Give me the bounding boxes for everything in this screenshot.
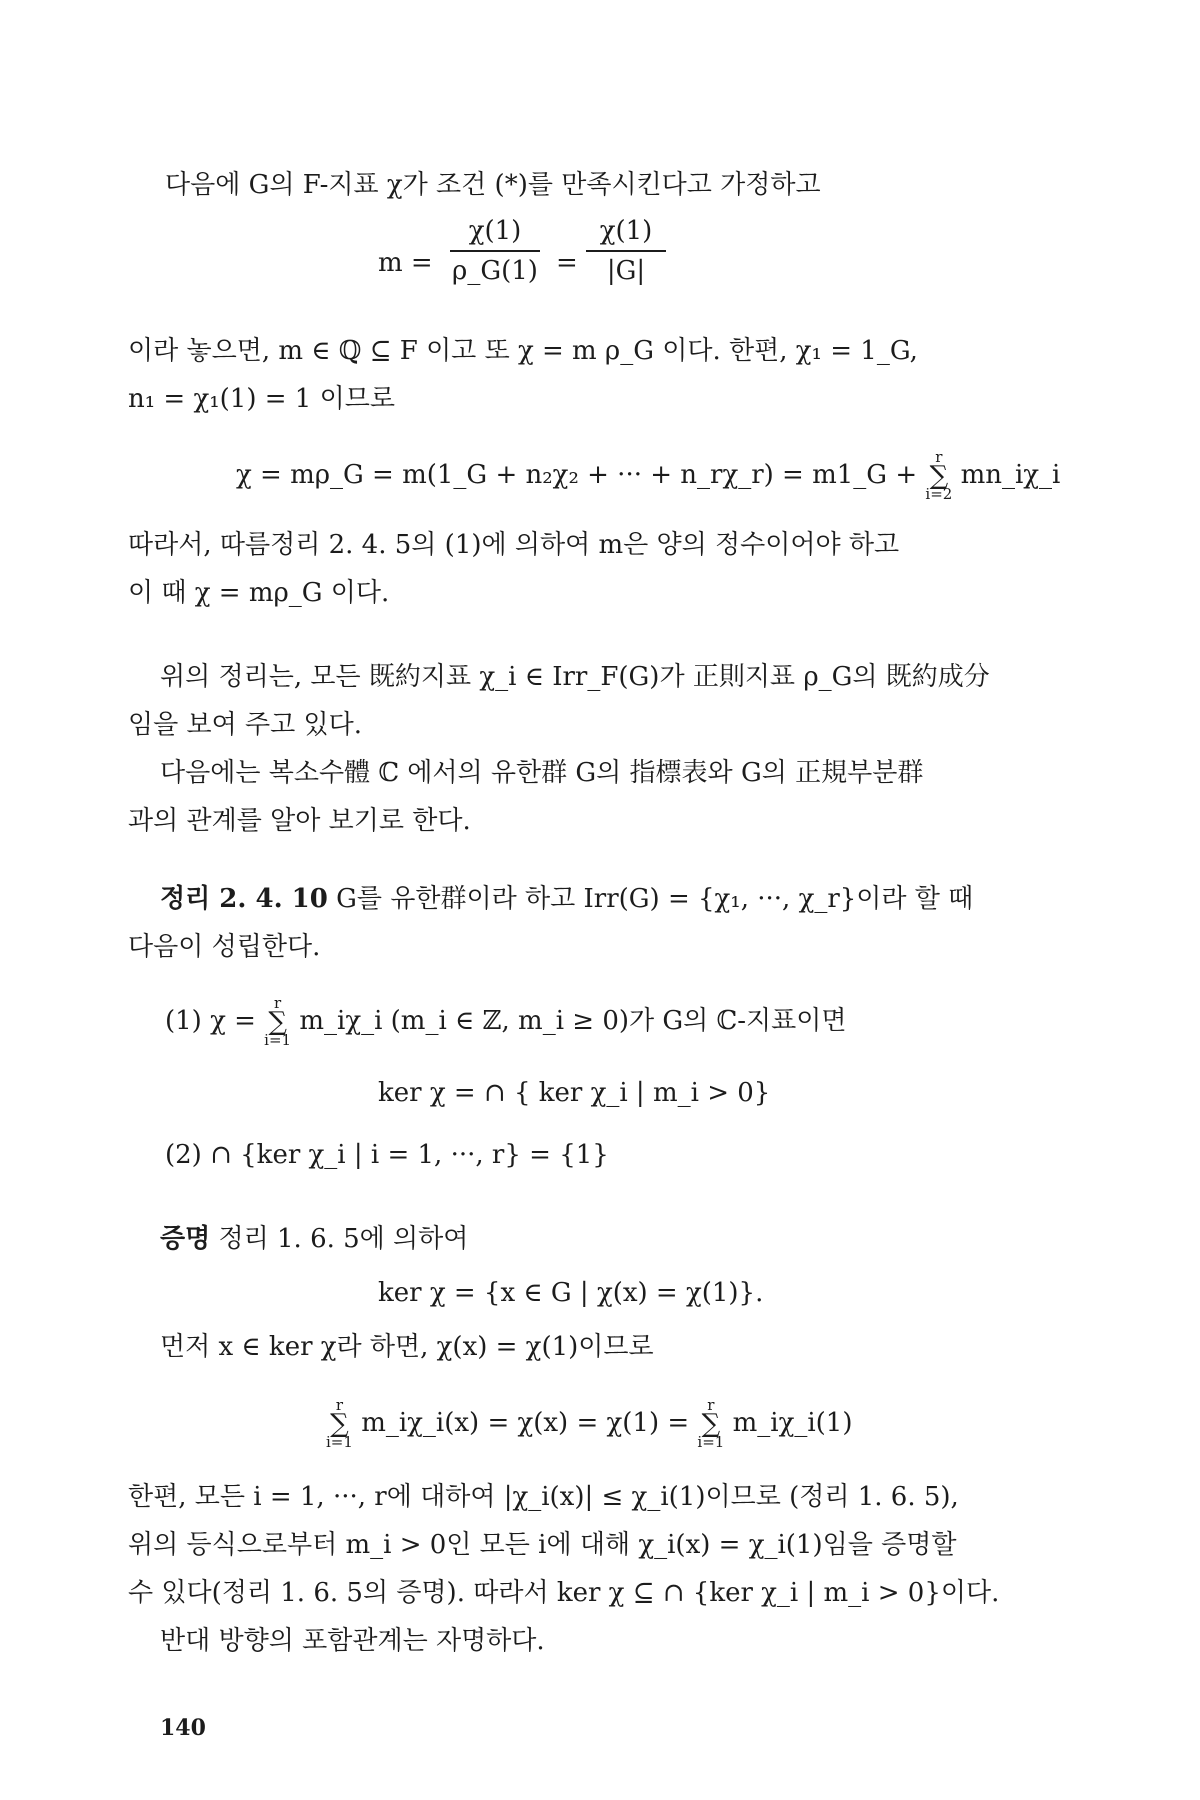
sum-upper-limit: r bbox=[935, 448, 943, 466]
equals-sign: = bbox=[556, 248, 578, 278]
fraction-numerator: χ(1) bbox=[468, 216, 522, 246]
item-part: (1) χ = bbox=[165, 1006, 256, 1036]
text-line: 반대 방향의 포함관계는 자명하다. bbox=[160, 1626, 545, 1656]
sigma-symbol: ∑ bbox=[701, 1409, 721, 1439]
item-part: m_iχ_i (m_i ∈ ℤ, m_i ≥ 0)가 G의 ℂ-지표이면 bbox=[299, 1006, 847, 1036]
text-line: 따라서, 따름정리 2. 4. 5의 (1)에 의하여 m은 양의 정수이어야 하고 bbox=[128, 530, 900, 560]
text-line: 위의 정리는, 모든 既約지표 χ_i ∈ Irr_F(G)가 正則지표 ρ_G의 既約成分 bbox=[160, 662, 990, 692]
fraction-bar bbox=[450, 250, 540, 252]
summation-sign bbox=[264, 996, 291, 1048]
page-number: 140 bbox=[160, 1715, 206, 1741]
sigma-symbol: ∑ bbox=[330, 1409, 349, 1439]
equation-part: mn_iχ_i bbox=[960, 460, 1061, 490]
text-line: 먼저 x ∈ ker χ라 하면, χ(x) = χ(1)이므로 bbox=[160, 1332, 654, 1362]
fraction-bar bbox=[586, 250, 666, 252]
text-line: n₁ = χ₁(1) = 1 이므로 bbox=[128, 384, 395, 414]
kernel-definition: ker χ = {x ∈ G | χ(x) = χ(1)}. bbox=[378, 1278, 764, 1308]
equation-part: χ = mρ_G = m(1_G + n₂χ₂ + ··· + n_rχ_r) = m1_G + bbox=[236, 460, 918, 490]
proof-start bbox=[160, 1222, 468, 1256]
sum-lower-limit: i=1 bbox=[697, 1433, 725, 1451]
fraction-chi-over-rho bbox=[450, 214, 540, 288]
text-line: 한편, 모든 i = 1, ···, r에 대하여 |χ_i(x)| ≤ χ_i(1)이므로 (정리 1. 6. 5), bbox=[128, 1482, 959, 1512]
text-line: 다음에는 복소수體 ℂ 에서의 유한群 G의 指標表와 G의 正規부분群 bbox=[160, 758, 924, 788]
sum-upper-limit: r bbox=[707, 1396, 715, 1414]
text-line: 위의 등식으로부터 m_i > 0인 모든 i에 대해 χ_i(x) = χ_i(1)임을 증명할 bbox=[128, 1530, 957, 1560]
decomposition-equation bbox=[236, 450, 1060, 502]
sum-lower-limit: i=1 bbox=[326, 1433, 353, 1451]
proof-label: 증명 bbox=[160, 1224, 211, 1254]
sigma-symbol: ∑ bbox=[268, 1007, 287, 1037]
text-line: 수 있다(정리 1. 6. 5의 증명). 따라서 ker χ ⊆ ∩ {ker χ_i | m_i > 0}이다. bbox=[128, 1578, 1000, 1608]
sum-equation bbox=[326, 1398, 852, 1450]
fraction-chi-over-order bbox=[586, 214, 666, 288]
summation-sign bbox=[697, 1398, 724, 1450]
theorem-text: G를 유한群이라 하고 Irr(G) = {χ₁, ···, χ_r}이라 할 때 bbox=[336, 884, 974, 914]
sum-upper-limit: r bbox=[335, 1396, 344, 1414]
text-line: 이라 놓으면, m ∈ ℚ ⊆ F 이고 또 χ = m ρ_G 이다. 한편, χ₁ = 1_G, bbox=[128, 336, 918, 366]
equation-part: m_iχ_i(1) bbox=[732, 1408, 853, 1438]
theorem-item-2: (2) ∩ {ker χ_i | i = 1, ···, r} = {1} bbox=[165, 1140, 609, 1170]
fraction-numerator: χ(1) bbox=[599, 216, 653, 246]
fraction-denominator: |G| bbox=[606, 256, 646, 286]
text-line: 이 때 χ = mρ_G 이다. bbox=[128, 578, 390, 608]
text-line: 임을 보여 주고 있다. bbox=[128, 710, 362, 740]
text-line: 과의 관계를 알아 보기로 한다. bbox=[128, 806, 471, 836]
sigma-symbol: ∑ bbox=[929, 461, 949, 491]
proof-text: 정리 1. 6. 5에 의하여 bbox=[218, 1224, 469, 1254]
sum-lower-limit: i=1 bbox=[264, 1031, 292, 1049]
sum-lower-limit: i=2 bbox=[925, 485, 953, 503]
kernel-equation: ker χ = ∩ { ker χ_i | m_i > 0} bbox=[378, 1078, 771, 1108]
theorem-label: 정리 2. 4. 10 bbox=[160, 884, 328, 914]
summation-sign bbox=[326, 1398, 353, 1450]
fraction-denominator: ρ_G(1) bbox=[452, 256, 538, 286]
equation-part: m_iχ_i(x) = χ(x) = χ(1) = bbox=[361, 1408, 690, 1438]
text-line: 다음이 성립한다. bbox=[128, 932, 321, 962]
m-definition-lhs: m = bbox=[378, 248, 433, 278]
theorem-statement bbox=[160, 882, 973, 916]
intro-line: 다음에 G의 F-지표 χ가 조건 (*)를 만족시킨다고 가정하고 bbox=[165, 170, 821, 200]
sum-upper-limit: r bbox=[274, 994, 282, 1012]
summation-sign bbox=[925, 450, 952, 502]
theorem-item-1 bbox=[165, 996, 847, 1048]
